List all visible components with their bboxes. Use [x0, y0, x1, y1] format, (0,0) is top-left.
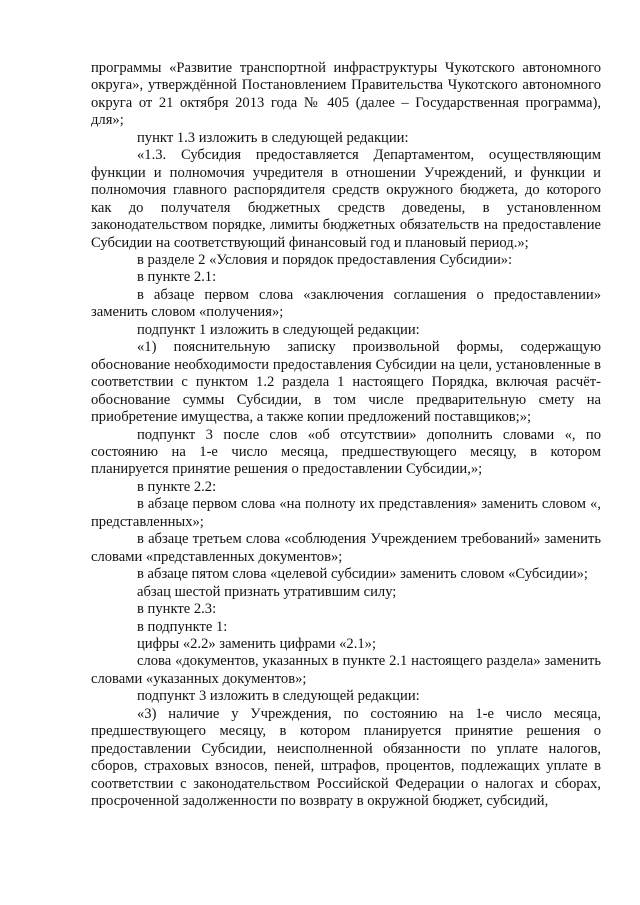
document-paragraph: в пункте 2.3: [137, 601, 217, 618]
document-paragraph: подпункт 3 изложить в следующей редакции: [137, 688, 420, 705]
document-paragraph: в пункте 2.1: [137, 269, 217, 286]
document-paragraph: в абзаце пятом слова «целевой субсидии» заменить словом «Субсидии»; [137, 566, 588, 583]
document-paragraph: абзац шестой признать утратившим силу; [137, 583, 397, 600]
document-paragraph: в абзаце первом слова «заключения соглашения о предоставлении» заменить словом «получения»; [91, 286, 601, 321]
document-paragraph: «1.3. Субсидия предоставляется Департаментом, осуществляющим функции и полномочия учредителя в отношении Учреждений, и функции и полномочия главного распорядителя средств окружного бюджета, до которого как до получателя бюджетных средств доведены, в установленном законодательством порядке, лимиты бюджетных обязательств на предоставление Субсидии на соответствующий финансовый год и плановый период.»; [91, 147, 601, 251]
document-paragraph: программы «Развитие транспортной инфраструктуры Чукотского автономного округа», утверждённой Постановлением Правительства Чукотского автономного округа от 21 октября 2013 года № 405 (далее – Государственная программа), для»; [91, 60, 601, 129]
document-paragraph: слова «документов, указанных в пункте 2.1 настоящего раздела» заменить словами «указанных документов»; [91, 653, 601, 687]
document-paragraph: в абзаце первом слова «на полноту их представления» заменить словом «, представленных»; [91, 496, 601, 530]
document-paragraph: «3) наличие у Учреждения, по состоянию на 1-е число месяца, предшествующего месяцу, в котором планируется принятие решения о предоставлении Субсидии, неисполненной обязанности по уплате налогов, сборов, страховых взносов, пеней, штрафов, процентов, подлежащих уплате в соответствии с законодательством Российской Федерации о налогах и сборах, просроченной задолженности по возврату в окружной бюджет, субсидий, [91, 705, 601, 810]
document-paragraph: пункт 1.3 изложить в следующей редакции: [137, 129, 409, 146]
document-paragraph: в пункте 2.2: [137, 478, 217, 495]
document-paragraph: подпункт 1 изложить в следующей редакции: [137, 321, 420, 338]
document-body [91, 60, 601, 810]
document-paragraph: подпункт 3 после слов «об отсутствии» дополнить словами «, по состоянию на 1-е число месяца, предшествующего месяцу, в котором планируется принятие решения о предоставлении Субсидии,»; [91, 426, 601, 478]
document-paragraph: в абзаце третьем слова «соблюдения Учреждением требований» заменить словами «представленных документов»; [91, 531, 601, 565]
document-paragraph: «1) пояснительную записку произвольной формы, содержащую обоснование необходимости предоставления Субсидии на цели, установленные в соответствии с пунктом 1.2 раздела 1 настоящего Порядка, включая расчёт-обоснование суммы Субсидии, в том числе предварительную смету на приобретение имущества, а также копии предложений поставщиков;»; [91, 339, 601, 426]
document-paragraph: в подпункте 1: [137, 618, 228, 635]
document-paragraph: в разделе 2 «Условия и порядок предоставления Субсидии»: [137, 251, 513, 268]
document-paragraph: цифры «2.2» заменить цифрами «2.1»; [137, 635, 377, 652]
